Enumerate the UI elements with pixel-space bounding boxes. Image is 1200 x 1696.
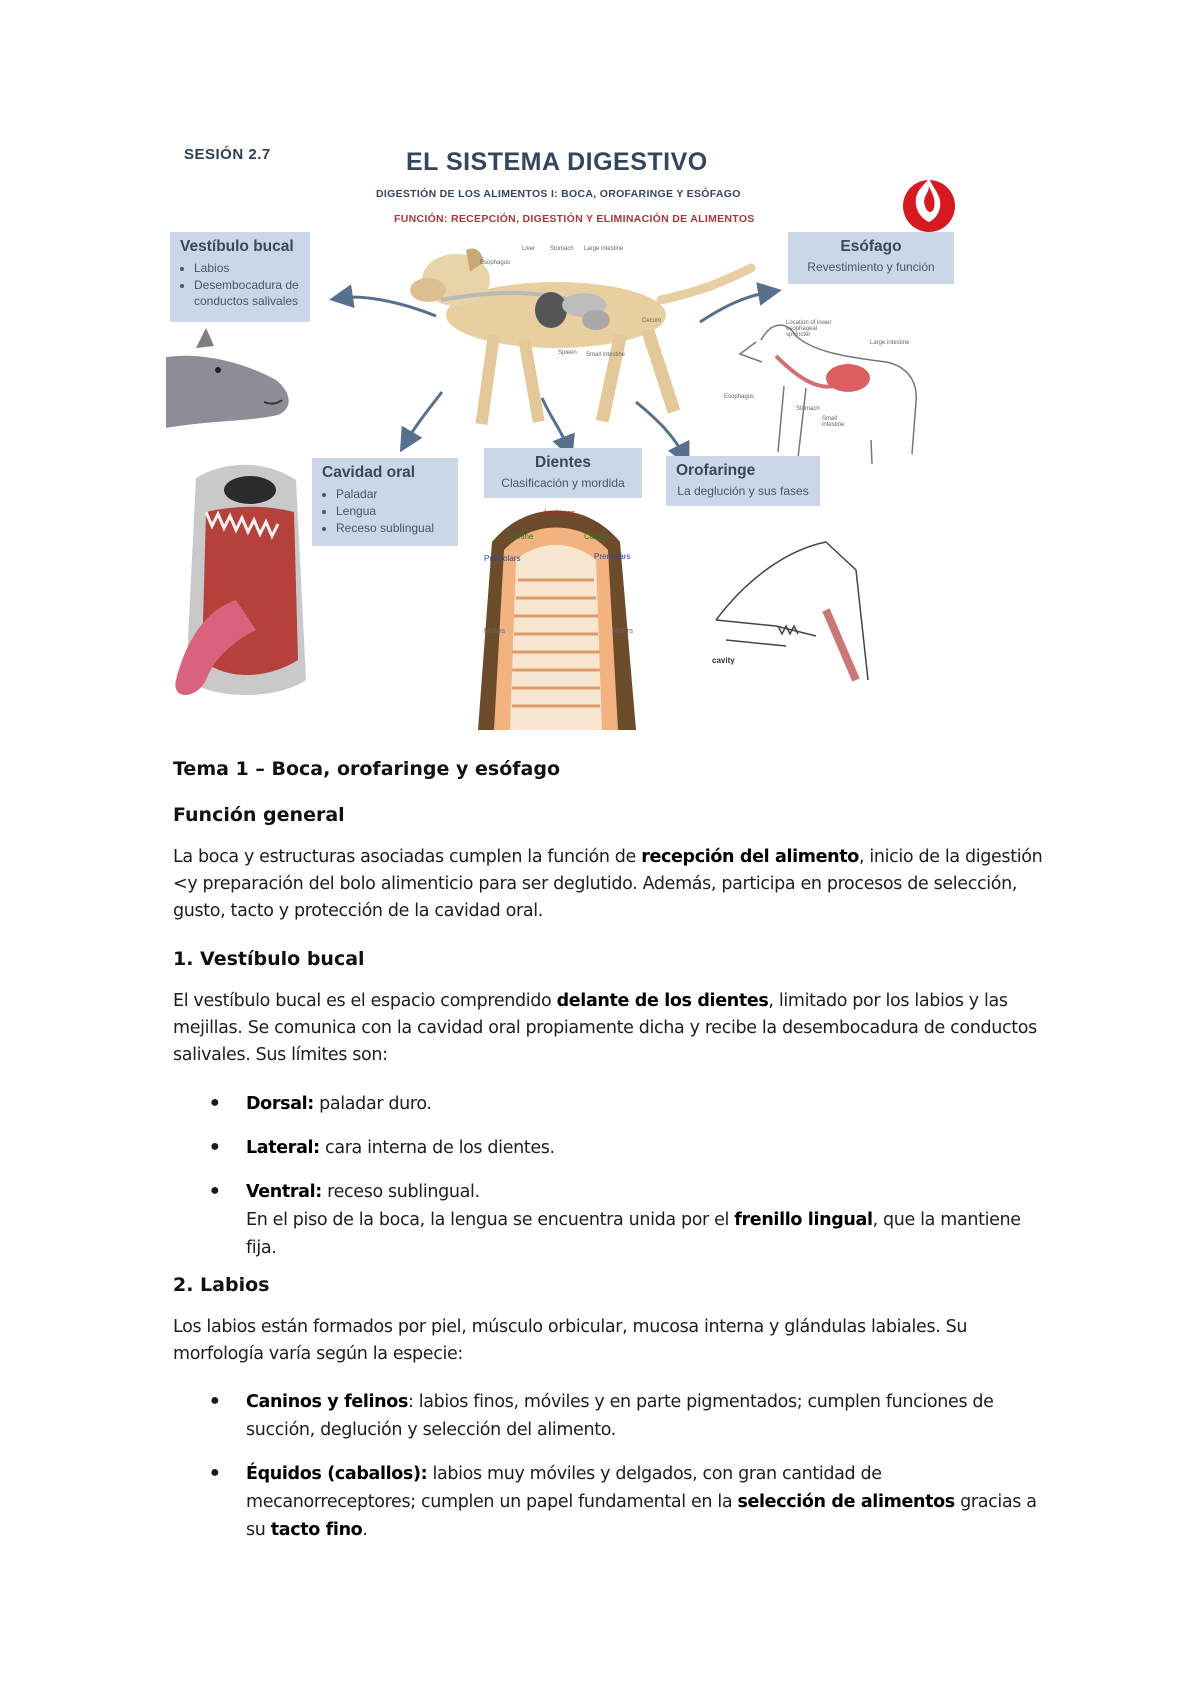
label-large-intestine: Large intestine <box>584 246 624 252</box>
horse-head-illustration <box>166 328 289 430</box>
label-small-intestine: Small intestine <box>586 352 626 358</box>
label-spleen: Spleen <box>558 350 577 356</box>
list-item-equidos: Équidos (caballos): labios muy móviles y delgados, con gran cantidad de mecanorreceptores; cumplen un papel fundamental en la selección de alimentos gracias a su tacto fino. <box>246 1464 1037 1540</box>
bullet-icon: ● <box>210 1392 220 1409</box>
label-liver: Liver <box>522 246 536 252</box>
label-molars-right: Molars <box>612 628 634 635</box>
label-side-stomach: Stomach <box>796 406 820 412</box>
paragraph-vestibulo: El vestíbulo bucal es el espacio comprendido delante de los dientes, limitado por los labios y las mejillas. Se comunica con la cavidad oral propiamente dicha y recibe la desembocadura de conductos salivales. Sus límites son: <box>173 991 1037 1065</box>
paragraph-labios: Los labios están formados por piel, músculo orbicular, mucosa interna y glándulas labiales. Su morfología varía según la especie: <box>173 1317 968 1364</box>
label-canine-left: Canine <box>508 532 534 541</box>
list-item-ventral: Ventral: receso sublingual. En el piso de la boca, la lengua se encuentra unida por el frenillo lingual, que la mantiene fija. <box>246 1182 1021 1258</box>
card-item: • Labios <box>194 260 300 276</box>
card-item: • Paladar <box>336 486 448 502</box>
infographic <box>166 140 996 752</box>
bullet-icon: ● <box>210 1138 220 1155</box>
infographic-title: EL SISTEMA DIGESTIVO <box>406 148 708 176</box>
card-esofago: Esófago Revestimiento y función <box>788 232 954 284</box>
card-cavidad-oral: Cavidad oral • Paladar • Lengua • Receso sublingual <box>312 458 458 546</box>
label-cecum: Cecum <box>642 318 662 324</box>
card-orofaringe: Orofaringe La deglución y sus fases <box>666 456 820 506</box>
label-stomach: Stomach <box>550 246 574 252</box>
label-canine-right: Canine <box>584 532 610 541</box>
bullet-icon: ● <box>210 1464 220 1481</box>
label-premolars-right: Premolars <box>594 552 631 561</box>
label-cavity: cavity <box>712 656 735 665</box>
card-item: • Lengua <box>336 503 448 519</box>
label-incisors: Incisors <box>544 508 576 518</box>
heading-labios: 2. Labios <box>173 1274 270 1296</box>
list-item-dorsal: Dorsal: paladar duro. <box>246 1094 432 1114</box>
dog-mouth-illustration <box>175 465 306 695</box>
card-dientes: Dientes Clasificación y mordida <box>484 448 642 498</box>
upc-logo <box>896 168 962 234</box>
heading-funcion-general: Función general <box>173 804 345 826</box>
bullet-icon: ● <box>210 1094 220 1111</box>
label-esophagus: Esophagus <box>480 260 511 266</box>
dog-anatomy-illustration <box>410 249 751 425</box>
infographic-function-line: FUNCIÓN: RECEPCIÓN, DIGESTIÓN Y ELIMINACIÓN DE ALIMENTOS <box>394 213 755 225</box>
session-label: SESIÓN 2.7 <box>184 146 271 163</box>
infographic-subtitle: DIGESTIÓN DE LOS ALIMENTOS I: BOCA, OROFARINGE Y ESÓFAGO <box>376 188 741 200</box>
card-item: • Desembocadura de conductos salivales <box>194 277 300 309</box>
head-section-illustration <box>716 542 868 680</box>
card-vestibulo-bucal: Vestíbulo bucal • Labios • Desembocadura de conductos salivales <box>170 232 310 322</box>
label-sphincter: Location of lower esophageal sphincter <box>786 320 832 338</box>
label-side-small-intestine: Small intestine <box>822 416 845 428</box>
paragraph-funcion: La boca y estructuras asociadas cumplen la función de recepción del alimento, inicio de la digestión <y preparación del bolo alimenticio para ser deglutido. Además, participa en procesos de selección, gusto, tacto y protección de la cavidad oral. <box>173 847 1043 921</box>
heading-vestibulo-bucal: 1. Vestíbulo bucal <box>173 948 365 970</box>
bullet-icon: ● <box>210 1182 220 1199</box>
label-premolars-left: Premolars <box>484 554 521 563</box>
list-item-lateral: Lateral: cara interna de los dientes. <box>246 1138 555 1158</box>
card-item: • Receso sublingual <box>336 520 448 536</box>
teeth-diagram-illustration <box>478 511 636 731</box>
topic-title: Tema 1 – Boca, orofaringe y esófago <box>173 758 561 780</box>
list-item-caninos: Caninos y felinos: labios finos, móviles y en parte pigmentados; cumplen funciones de succión, deglución y selección del alimento. <box>246 1392 994 1440</box>
label-molars-left: Molars <box>484 628 506 635</box>
label-side-esophagus: Esophagus <box>724 394 755 400</box>
label-side-large-intestine: Large intestine <box>870 340 910 346</box>
